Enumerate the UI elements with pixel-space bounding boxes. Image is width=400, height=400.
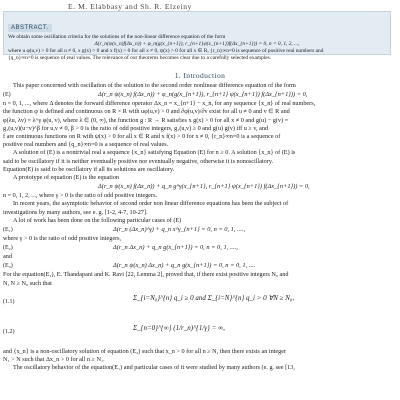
paragraph: N₁ > N such that Δx_n > 0 for all n ≥ N₁. <box>3 356 105 364</box>
paragraph: g₁(u,v)(u−v)^β for u,v ≠ 0, β > 0 is the ratio of odd positive integers, g₁(u,v) ≥ 0 and g(u) g(v) iff u ≥ v, and <box>3 124 269 132</box>
equation-label: (1.1) <box>3 298 15 305</box>
paragraph: where γ > 0 is the ratio of odd positive integers, <box>3 235 122 243</box>
section-title: 1. Introduction <box>174 71 226 80</box>
paragraph: In recent years, the asymptotic behavior of second order non linear difference equations has been the subject of <box>13 200 289 208</box>
paragraph: φ(λu, λv) = λ^γ φ(u, v), where λ ∈ (0, ∞), the function g : R → R satisfies x g(x) > 0 for all x ≠ 0 and g(u) − g(v) = <box>3 116 289 124</box>
paragraph: f are continuous functions on R with ψ(x) > 0 for all x ∈ R and x f(x) > 0 for x ≠ 0, {r_n}∞n=0 is a sequence of <box>3 133 281 141</box>
equation-label: (1.2) <box>3 328 15 335</box>
paragraph: investigations by many authors, see e. g. [1-2, 4-7, 10-27]. <box>3 208 148 216</box>
paragraph: A lot of work has been done on the following particular cases of (E) <box>13 216 182 224</box>
paragraph: N, N ≥ N₀ such that <box>3 279 52 287</box>
paragraph: A prototype of equation (E) is the equation <box>13 174 120 182</box>
paragraph: positive real numbers and {q_n}∞n=0 is a sequence of real values. <box>3 141 169 149</box>
paragraph: n = 0, 1, ..., where Δ denotes the forward difference operator Δx_n = x_{n+1} − x_n, for any sequence {x_n} of real numbers, <box>3 100 316 108</box>
introduction-body <box>3 82 395 372</box>
equation-1-1 <box>3 288 395 318</box>
equation-body: Σ_{n=0}^{∞} (1/r_n)^{1/γ} = ∞, <box>133 323 225 332</box>
abstract-equation: Δ(r_n(ψ(x_n)f(Δx_n)) + φ_n(g(x_{n+1}), r_{n+1}ψ(x_{n+1})f(Δx_{n+1})) = 0, n = 0, 1, 2, ..., <box>94 41 300 47</box>
equation-body: Δ(r_n ψ(x_n) f(Δx_n)) + q_n g^γ(x_{n+1}, r_{n+1} ψ(x_{n+1}) f(Δx_{n+1})) = 0, <box>98 183 310 191</box>
paragraph: For the equation(E₂), E. Thandapani and K. Ravi [22, Lemma 2], proved that, if there exist positive integers N₀ and <box>3 271 289 279</box>
abstract-line: where u φ(u,v) > 0 for all u ≠ 0, x g(x) > 0 and x f(x) > 0 for all x ≠ 0, ψ(x) > 0 for all x ∈ R, {r_n}∞n=0 is sequence of positive real numbers and <box>8 48 324 54</box>
equation-label: (E₃) <box>3 263 13 270</box>
paragraph: and <box>3 253 12 261</box>
equation-body: Σ_{i=N₀}^{n} q_i ≥ 0 and Σ_{i=N}^{n} q_i > 0 ∀N ≥ N₀, <box>133 293 295 302</box>
equation-1-2 <box>3 318 395 348</box>
equation-body: Δ(r_n (Δx_n)^γ) + q_n x^γ_{n+1} = 0, n = 0, 1, ...., <box>113 226 246 234</box>
abstract-label: ABSTRACT. <box>8 24 52 32</box>
paragraph: Equation(E) is said to be oscillatory if all its solutions are oscillatory. <box>3 165 175 173</box>
paragraph: A solution of (E) is a nontrivial real a sequence {x_n} satisfying Equation (E) for n ≥ 0. A solution {x_n} of (E) is <box>13 149 296 157</box>
paragraph: n = 0, 1, 2, ..., where γ > 0 is the ratio of odd positive integers. <box>3 192 158 200</box>
abstract-line: We obtain some oscillation criteria for the solutions of the non-linear difference equation of the form <box>8 34 226 40</box>
abstract-box <box>3 11 391 61</box>
paragraph: the function φ is defined and continuous on R × R with uφ(u,v) > 0 and ∂φ(u,v)/∂v exist for all u ≠ 0 and v ∈ R and <box>3 108 290 116</box>
equation-E1 <box>3 225 395 235</box>
author-line: E. M. Elabbasy and Sh. R. Elzeiny <box>68 2 192 11</box>
equation-body: Δ(r_n ψ(x_n) Δx_n) + q_n g(x_{n+1}) = 0, n = 0, 1, .... <box>113 262 256 270</box>
equation-E2 <box>3 243 395 253</box>
equation-body: Δ(r_n ψ(x_n) f(Δx_n)) + φ_n(g(x_{n+1}), r_{n+1} ψ(x_{n+1}) f(Δx_{n+1})) = 0, <box>98 91 308 99</box>
paragraph: The oscillatory behavior of the equation(E₁) and particular cases of it were studied by many authors (e. g. see [13, <box>13 364 295 372</box>
equation-E0 <box>3 182 395 192</box>
equation-label: (E₂) <box>3 245 13 252</box>
paragraph: and {x_n} is a non-oscillatory solution of equation (E₂) such that x_n > 0 for all n ≥ N, then there exists an integer <box>3 347 287 355</box>
equation-body: Δ(r_n Δx_n) + q_n g(x_{n+1}) = 0, n = 0, 1, ...., <box>113 244 238 252</box>
paragraph: said to be oscillatory if it is neither eventually positive nor eventually negative, otherwise it is nonoscillatory. <box>3 157 274 165</box>
abstract-line: {q_n}∞n=0 is sequence of real values. The relevance of our theorems becomes clear due to a carefully selected examples. <box>8 55 272 61</box>
equation-E <box>3 90 395 100</box>
paragraph: This paper concerned with oscillation of the solution to the second order nonlinear difference equation of the form <box>13 82 296 89</box>
equation-label: (E) <box>3 92 11 99</box>
equation-label: (E₁) <box>3 227 13 234</box>
equation-E3 <box>3 261 395 271</box>
